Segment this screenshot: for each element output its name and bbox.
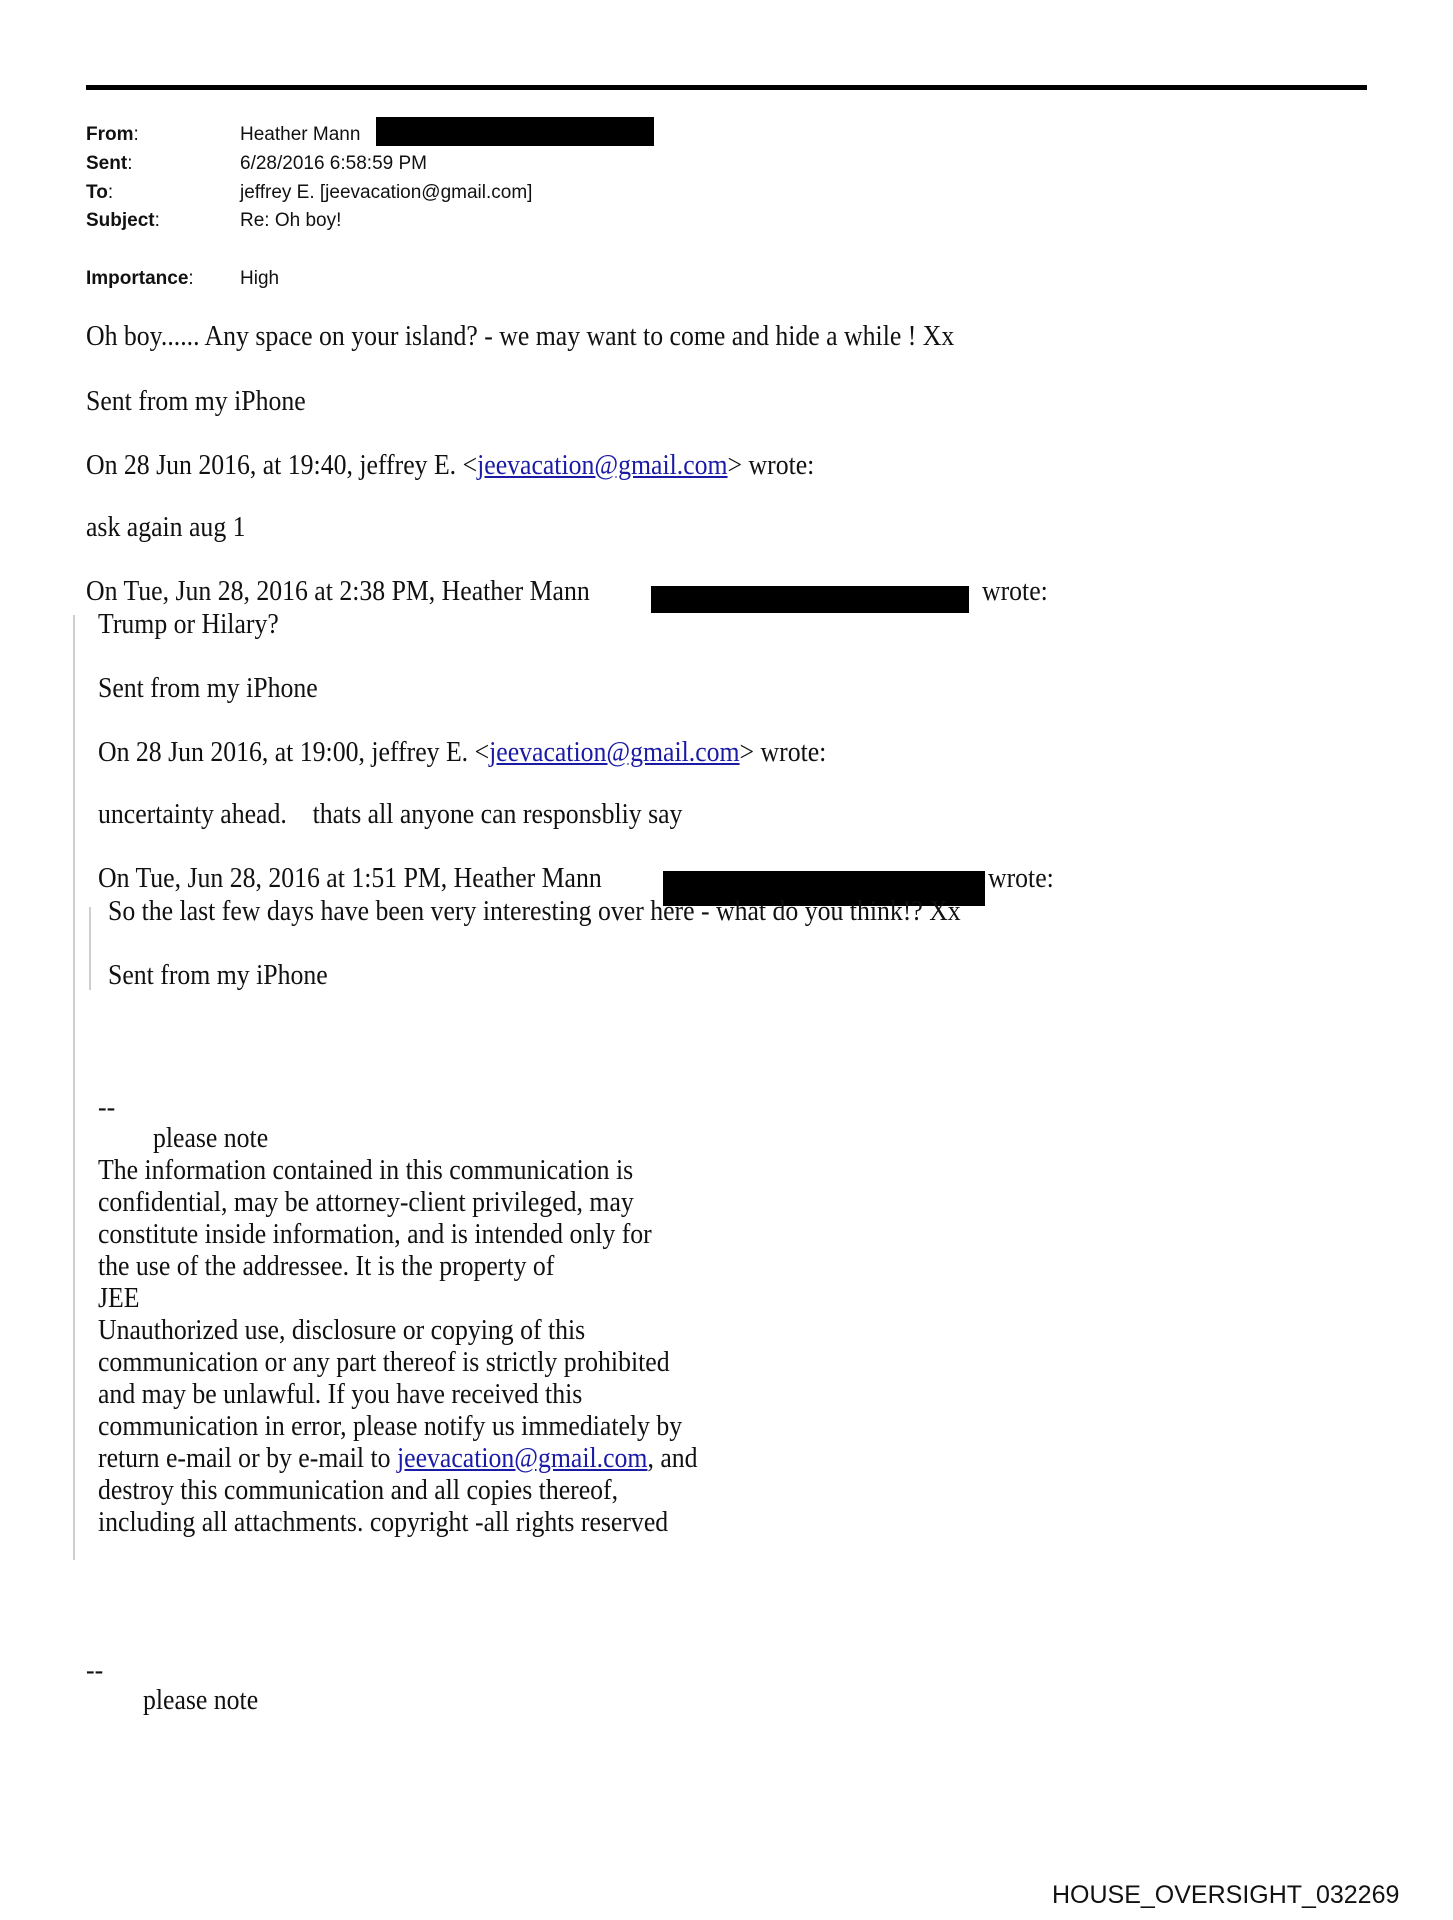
message-text: Oh boy...... Any space on your island? - we may want to come and hide a while ! Xx	[86, 321, 955, 352]
disclaimer-line: confidential, may be attorney-client privileged, may	[98, 1187, 634, 1218]
reply-header-1940: On 28 Jun 2016, at 19:40, jeffrey E. <jeevacation@gmail.com> wrote:	[86, 450, 815, 481]
header-rule	[86, 85, 1367, 90]
disclaimer-line: Unauthorized use, disclosure or copying of this	[98, 1315, 586, 1346]
redaction-box	[651, 586, 969, 613]
bates-stamp: HOUSE_OVERSIGHT_032269	[1052, 1881, 1400, 1909]
quote-signature: Sent from my iPhone	[98, 673, 318, 704]
to-label: To:	[86, 182, 114, 203]
disclaimer-line: the use of the addressee. It is the property of	[98, 1251, 555, 1282]
sent-label: Sent:	[86, 153, 133, 174]
footer-please-note: please note	[143, 1685, 259, 1716]
reply-text-uncertainty: uncertainty ahead. thats all anyone can responsbliy say	[98, 799, 683, 830]
disclaimer-line: communication in error, please notify us immediately by	[98, 1411, 683, 1442]
quote-text-trump: Trump or Hilary?	[98, 609, 279, 640]
footer-separator: --	[86, 1655, 104, 1686]
disclaimer-line: constitute inside information, and is intended only for	[98, 1219, 652, 1250]
email-link[interactable]: jeevacation@gmail.com	[477, 450, 728, 481]
disclaimer-line: JEE	[98, 1283, 140, 1314]
redaction-box	[376, 117, 654, 146]
quote-bar-inner	[89, 907, 91, 990]
disclaimer-line: return e-mail or by e-mail to jeevacation@gmail.com, and	[98, 1443, 698, 1474]
from-value: Heather Mann	[240, 124, 361, 145]
disclaimer-line: including all attachments. copyright -all rights reserved	[98, 1507, 669, 1538]
disclaimer-line: The information contained in this communication is	[98, 1155, 634, 1186]
reply-header-1900: On 28 Jun 2016, at 19:00, jeffrey E. <jeevacation@gmail.com> wrote:	[98, 737, 827, 768]
importance-value: High	[240, 268, 280, 289]
quote-bar-outer	[73, 615, 75, 1560]
sent-value: 6/28/2016 6:58:59 PM	[240, 153, 427, 174]
importance-label: Importance:	[86, 268, 194, 289]
quote-text-last-few-days: So the last few days have been very interesting over here - what do you think!? Xx	[108, 896, 961, 927]
subject-value: Re: Oh boy!	[240, 210, 342, 231]
subject-label: Subject:	[86, 210, 160, 231]
from-label: From:	[86, 124, 139, 145]
to-value: jeffrey E. [jeevacation@gmail.com]	[240, 182, 533, 203]
email-link[interactable]: jeevacation@gmail.com	[397, 1443, 648, 1474]
disclaimer-line: destroy this communication and all copies thereof,	[98, 1475, 619, 1506]
disclaimer-line: and may be unlawful. If you have received this	[98, 1379, 583, 1410]
reply-text-ask-again: ask again aug 1	[86, 512, 246, 543]
signature-text: Sent from my iPhone	[86, 386, 306, 417]
disclaimer-separator: --	[98, 1092, 116, 1123]
disclaimer-line: communication or any part thereof is strictly prohibited	[98, 1347, 670, 1378]
disclaimer-please-note: please note	[153, 1123, 269, 1154]
email-link[interactable]: jeevacation@gmail.com	[489, 737, 740, 768]
quote-header-151pm: On Tue, Jun 28, 2016 at 1:51 PM, Heather Mann	[98, 863, 602, 894]
quote-header-wrote: wrote:	[988, 863, 1054, 894]
quote-signature: Sent from my iPhone	[108, 960, 328, 991]
quote-header-wrote: wrote:	[982, 576, 1048, 607]
quote-header-238pm: On Tue, Jun 28, 2016 at 2:38 PM, Heather Mann	[86, 576, 590, 607]
